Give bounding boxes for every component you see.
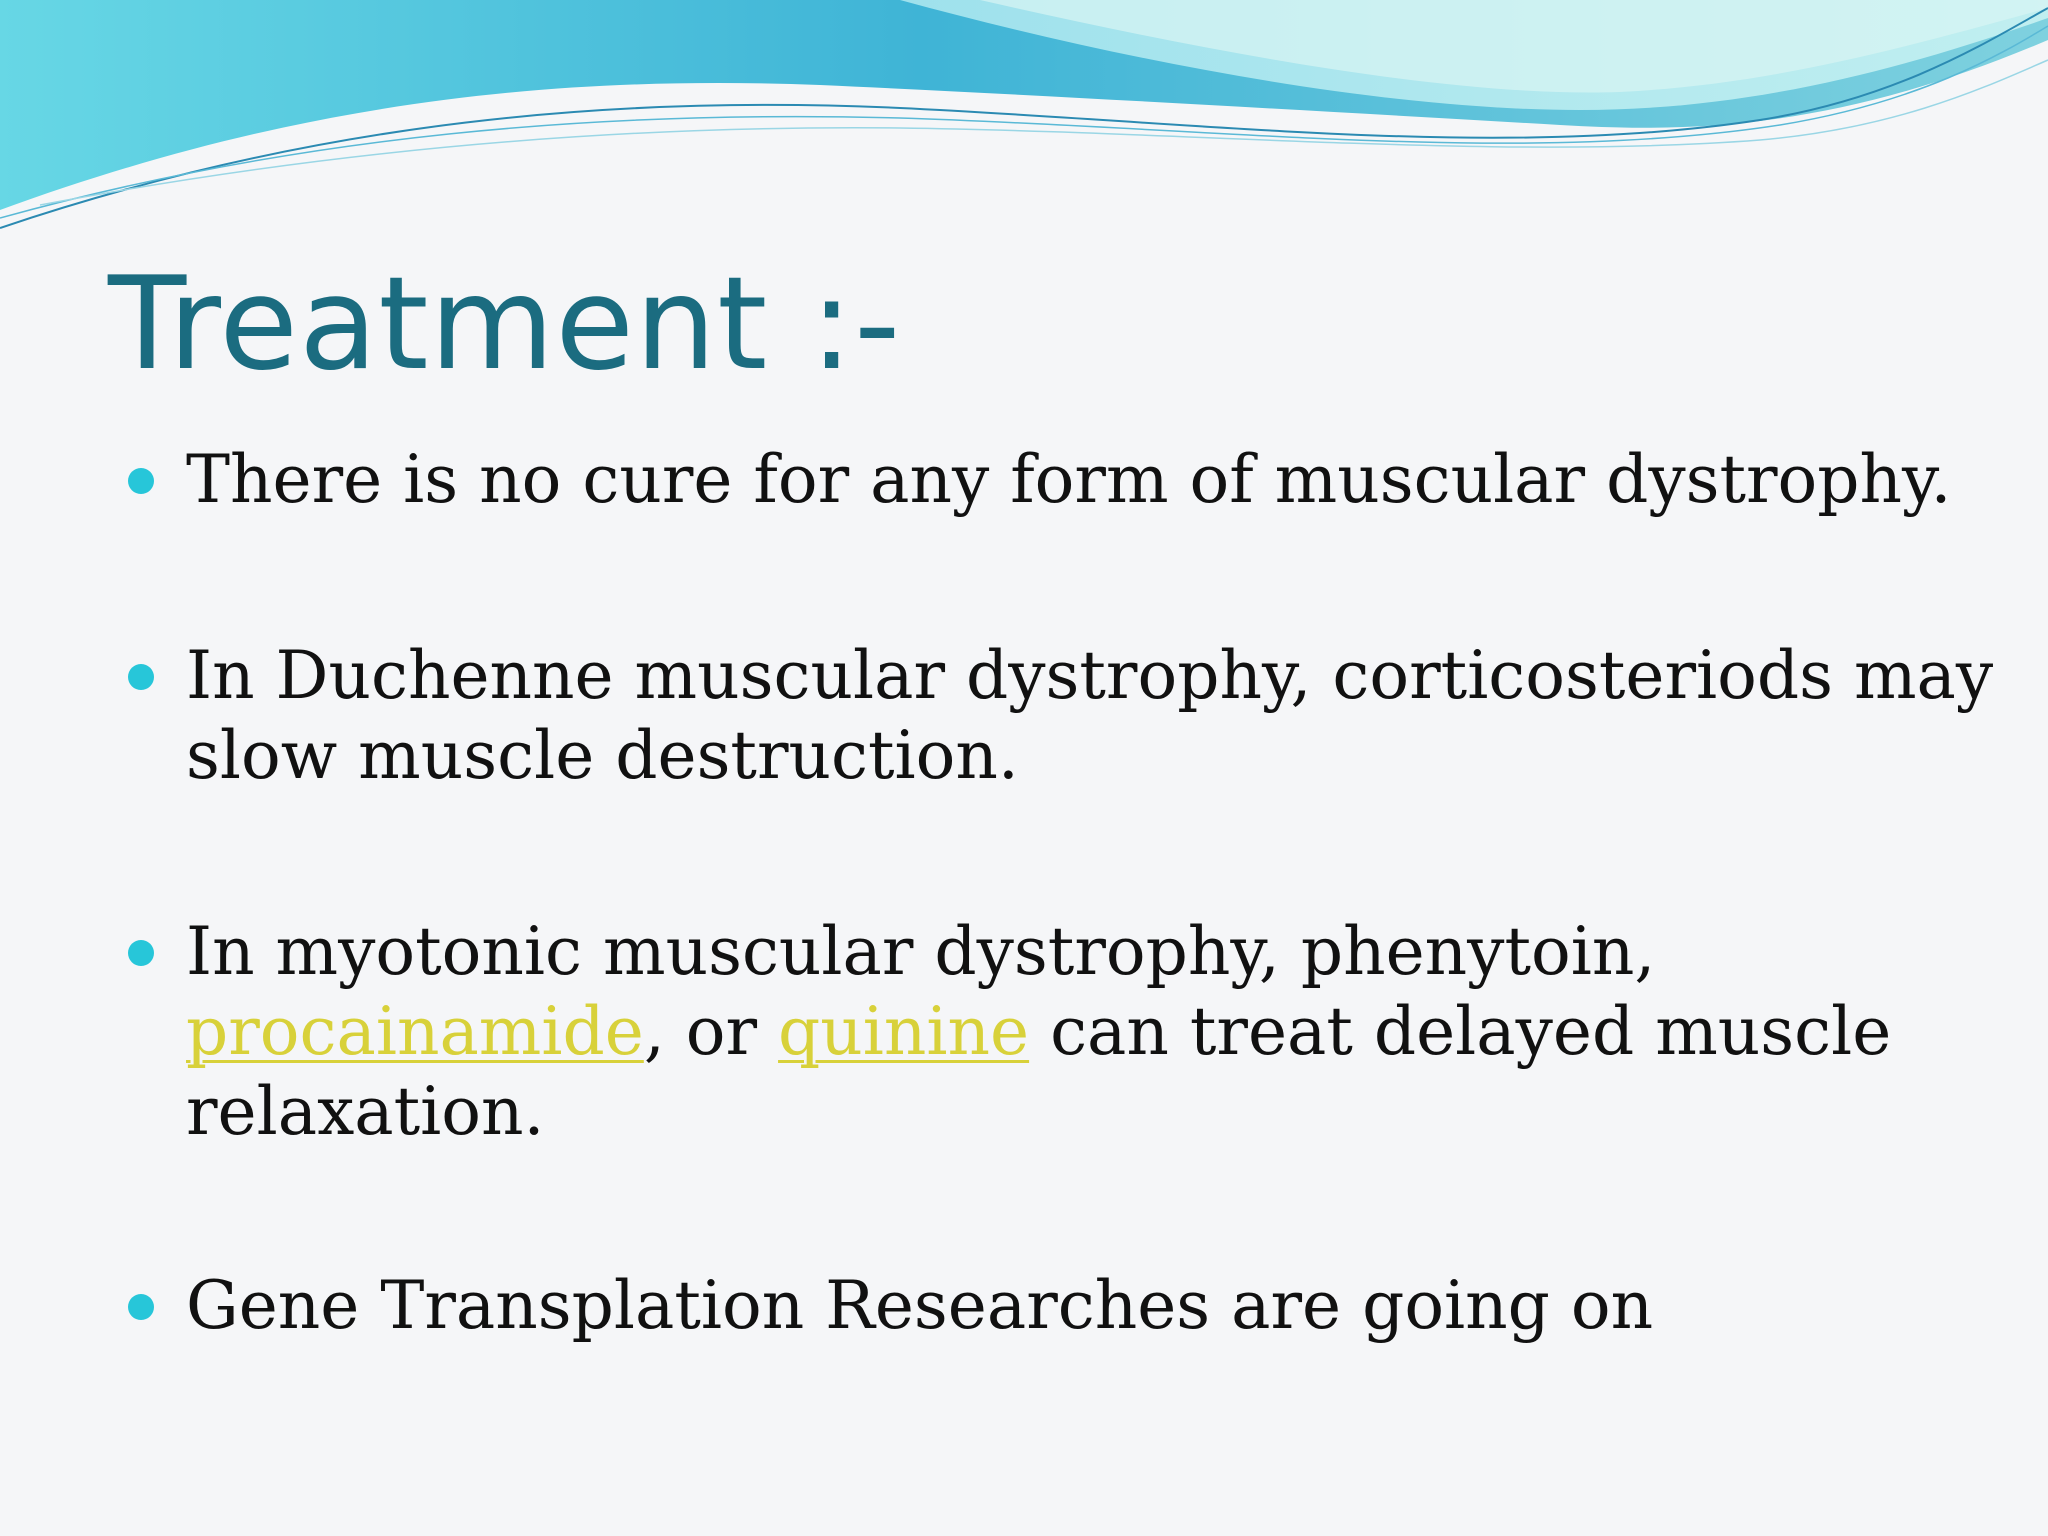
bullet-text-1 <box>186 440 2006 520</box>
procainamide-link[interactable]: procainamide <box>186 993 644 1070</box>
bullet-dot-icon <box>128 664 154 690</box>
bullet-3-line-3: relaxation. <box>186 1073 545 1150</box>
bullet-dot-icon <box>128 1294 154 1320</box>
bullet-dot-icon <box>128 940 154 966</box>
bullet-1-line-1: There is no cure for any form of muscular dystrophy. <box>186 441 1952 518</box>
bullet-3-line-2 <box>186 992 2006 1072</box>
bullet-3-mid-text: , or <box>643 993 779 1070</box>
slide-title: Treatment :- <box>108 250 902 399</box>
bullet-text-2 <box>186 636 2006 796</box>
bullet-2-line-2: slow muscle destruction. <box>186 717 1019 794</box>
bullet-2-line-1: In Duchenne muscular dystrophy, corticosteriods may <box>186 637 1994 714</box>
bullet-3-line-1: In myotonic muscular dystrophy, phenytoin, <box>186 913 1656 990</box>
bullet-3-after-text: can treat delayed muscle <box>1029 993 1892 1070</box>
bullet-text-4 <box>186 1266 2006 1346</box>
bullet-dot-icon <box>128 468 154 494</box>
bullet-text-3 <box>186 912 2006 1152</box>
quinine-link[interactable]: quinine <box>778 993 1030 1070</box>
bullet-4-line-1: Gene Transplation Researches are going on <box>186 1267 1654 1344</box>
wave-header-decoration <box>0 0 2048 260</box>
